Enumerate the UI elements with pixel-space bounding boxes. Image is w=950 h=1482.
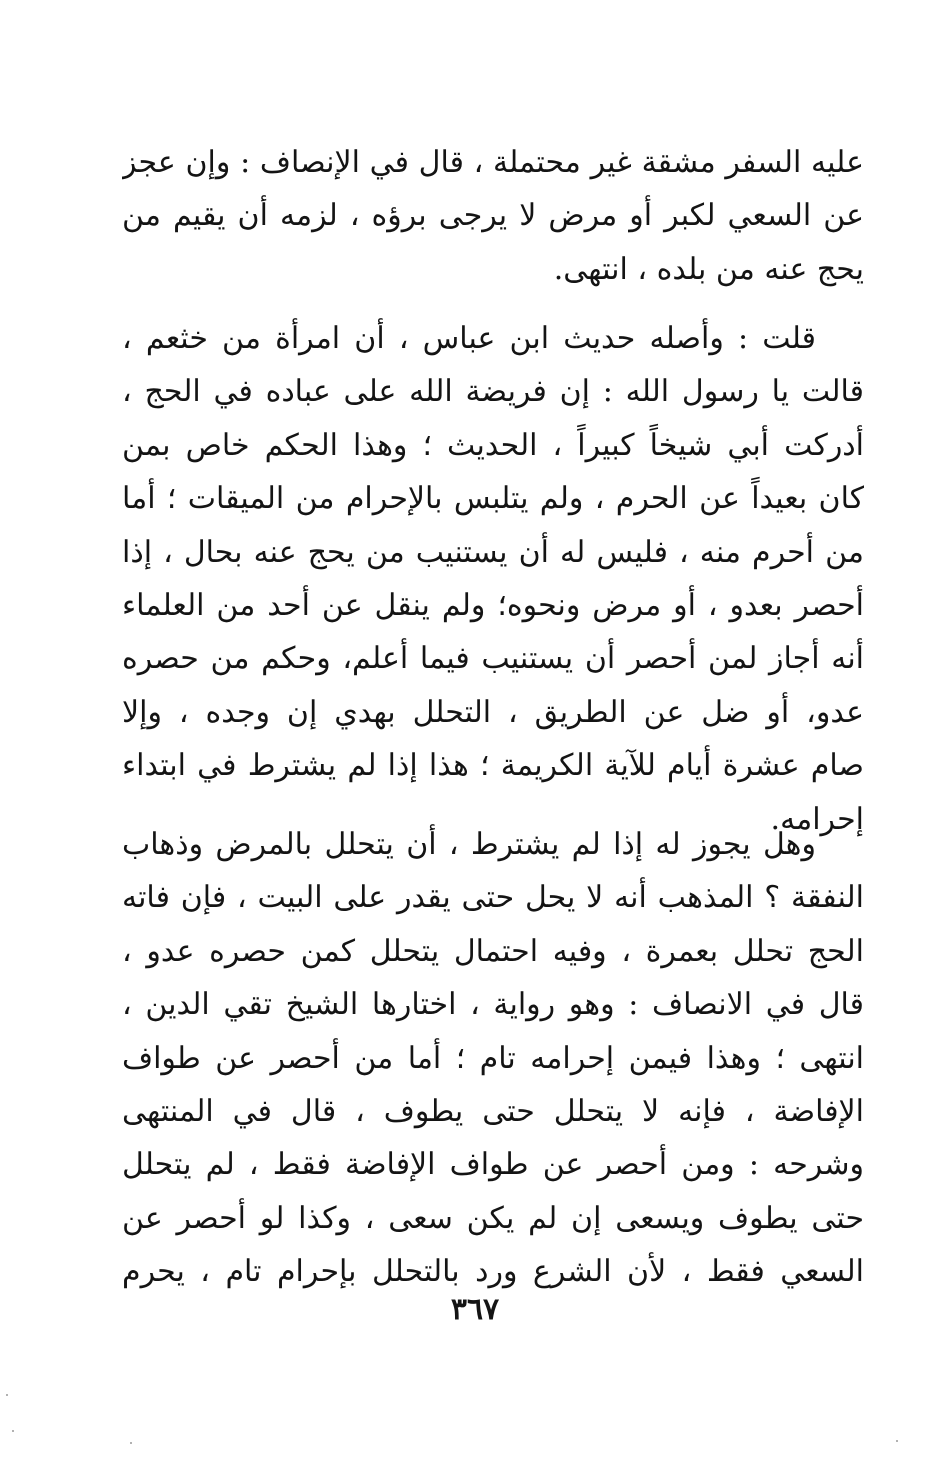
text-line: وهل يجوز له إذا لم يشترط ، أن يتحلل بالمرض وذهاب [122,827,816,862]
paragraph-3 [122,818,864,1299]
text-line: قالت يا رسول الله : إن فريضة الله على عباده في الحج ، [122,374,864,410]
scan-speck [896,1440,898,1442]
text-line: السعي فقط ، لأن الشرع ورد بالتحلل بإحرام تام ، يحرم [122,1254,864,1290]
text-line: أحصر بعدو ، أو مرض ونحوه؛ ولم ينقل عن أحد من العلماء [122,587,864,623]
text-line: عن السعي لكبر أو مرض لا يرجى برؤه ، لزمه أن يقيم من [122,198,864,234]
text-line: صام عشرة أيام للآية الكريمة ؛ هذا إذا لم يشترط في ابتداء [122,748,864,784]
text-line: الحج تحلل بعمرة ، وفيه احتمال يتحلل كمن حصره عدو ، [122,933,864,969]
text-line: الإفاضة ، فإنه لا يتحلل حتى يطوف ، قال في المنتهى [122,1093,864,1129]
text-line: أنه أجاز لمن أحصر أن يستنيب فيما أعلم، وحكم من حصره [122,641,864,677]
scan-speck [6,1394,8,1396]
text-line: عدو، أو ضل عن الطريق ، التحلل بهدي إن وجده ، وإلا [122,694,864,730]
paragraph-1 [122,136,864,296]
scan-speck [12,1430,14,1432]
text-line: قال في الانصاف : وهو رواية ، اختارها الشيخ تقي الدين ، [122,987,864,1023]
text-line: يحج عنه من بلده ، انتهى. [553,251,864,287]
text-line: النفقة ؟ المذهب أنه لا يحل حتى يقدر على البيت ، فإن فاته [122,880,864,916]
paragraph-2 [122,312,864,846]
text-line: إحرامه. [770,801,864,837]
text-line: وشرحه : ومن أحصر عن طواف الإفاضة فقط ، لم يتحلل [122,1147,864,1183]
text-line: من أحرم منه ، فليس له أن يستنيب من يحج عنه بحال ، إذا [122,534,864,570]
text-line: حتى يطوف ويسعى إن لم يكن سعى ، وكذا لو أحصر عن [122,1200,864,1236]
scan-speck [130,1442,132,1444]
text-line: عليه السفر مشقة غير محتملة ، قال في الإنصاف : وإن عجز [122,145,864,180]
text-line: كان بعيداً عن الحرم ، ولم يتلبس بالإحرام من الميقات ؛ أما [122,481,864,517]
text-line: قلت : وأصله حديث ابن عباس ، أن امرأة من خثعم ، [122,321,816,356]
text-line: أدركت أبي شيخاً كبيراً ، الحديث ؛ وهذا الحكم خاص بمن [122,427,864,463]
page-number: ٣٦٧ [450,1292,500,1327]
text-line: انتهى ؛ وهذا فيمن إحرامه تام ؛ أما من أحصر عن طواف [122,1040,864,1076]
